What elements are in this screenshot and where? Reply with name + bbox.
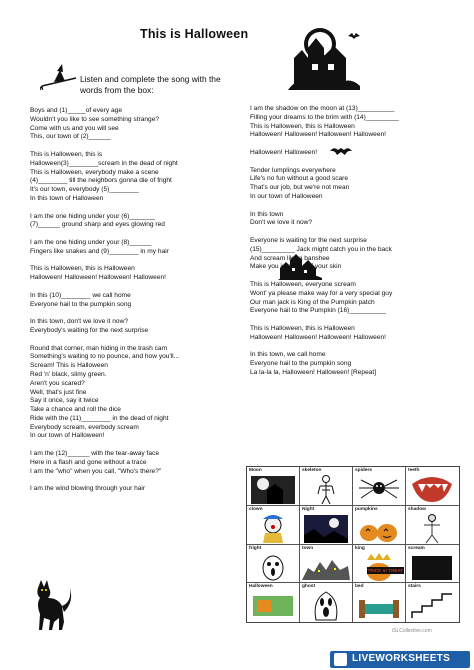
lyric-line: Halloween! Halloween! Halloween! Halloween!: [250, 333, 386, 341]
word-box-picture-icon: [247, 552, 299, 583]
lyric-line: Round that corner, man hiding in the trash cam: [30, 344, 168, 352]
word-box-cell: [353, 583, 406, 622]
lyric-line: I am the shadow on the moon at (13)__________: [250, 105, 395, 112]
lyric-line: This, our town of (2)______: [30, 133, 111, 141]
stanza: [250, 105, 399, 140]
word-box-label: pumpkins: [355, 506, 378, 512]
stanza: [30, 265, 179, 283]
word-box-cell: [300, 583, 353, 622]
word-box-cell: [247, 583, 300, 622]
trick-or-treat-label: TRICK or TREAT: [367, 567, 403, 573]
word-box-label: stairs: [408, 584, 421, 590]
lyric-line: This is Halloween, everyone scream: [250, 280, 356, 288]
word-box-picture-icon: [300, 552, 352, 583]
lyric-line: It's our town, everybody (5)________: [30, 186, 139, 194]
lyric-line: Come with us and you will see: [30, 124, 119, 132]
word-box: [246, 466, 460, 623]
stanza: [30, 107, 179, 142]
lyric-line: This is Halloween, this is Halloween: [250, 122, 355, 130]
word-box-label: Night: [302, 506, 315, 512]
page-title: This is Halloween: [140, 27, 249, 41]
stanza: [30, 318, 179, 336]
lyric-line: This is Halloween, everybody make a scene: [30, 168, 159, 176]
haunted-house-image: [288, 24, 360, 90]
liveworksheets-logo-icon: [334, 653, 347, 666]
word-box-label: skeleton: [302, 468, 322, 473]
word-box-label: shadow: [408, 506, 426, 512]
lyric-line: Scream! This is Halloween: [30, 362, 108, 370]
lyric-line: Well, that's just fine: [30, 388, 87, 396]
lyric-line: Take a chance and roll the dice: [30, 406, 121, 414]
stanza: [30, 213, 179, 231]
lyric-line: La la-la la, Halloween! Halloween! [Repeat]: [250, 368, 377, 376]
lyric-line: And scream like a banshee: [250, 254, 330, 262]
lyric-line: Wouldn't you like to see something strange?: [30, 115, 160, 123]
lyric-line: In this (10)________ we call home: [30, 291, 131, 299]
word-box-picture-icon: [247, 474, 299, 505]
word-box-label: town: [302, 545, 314, 551]
word-box-label: scream: [408, 545, 425, 551]
lyric-line: In this town, don't we love it now?: [30, 318, 129, 326]
lyric-line: Boys and (1)_____of every age: [30, 107, 123, 114]
word-box-picture-icon: [406, 552, 458, 583]
stanza: [250, 351, 399, 377]
word-box-picture-icon: [300, 590, 352, 621]
word-box-label: teeth: [408, 468, 420, 473]
lyric-line: In this town of Halloween: [30, 194, 104, 202]
stanza: [30, 151, 179, 204]
stanza: [250, 149, 399, 158]
lyric-line: This is Halloween, this is: [30, 150, 103, 158]
lyric-line: This is Halloween, this is Halloween: [30, 265, 135, 273]
lyric-line: Say it once, say it twice: [30, 397, 99, 405]
lyric-line: Red 'n' black, slimy green.: [30, 370, 107, 378]
lyric-line: Everyone hail to the pumpkin song: [250, 360, 352, 368]
instructions: Listen and complete the song with the words from the box:: [80, 74, 221, 95]
word-box-cell: [353, 506, 406, 545]
stanza: [30, 239, 179, 257]
lyric-line: Something's waiting to no pounce, and how you'll...: [30, 353, 180, 361]
word-box-label: clown: [249, 506, 263, 512]
word-box-cell: [406, 583, 459, 622]
word-box-label: Moon: [249, 468, 262, 473]
lyric-line: Fingers like snakes and (9)________ in my hair: [30, 247, 169, 255]
lyric-line: Our man jack is King of the Pumpkin patch: [250, 298, 375, 306]
stanza: [250, 167, 399, 202]
lyric-line: I am the wind blowing through your hair: [30, 485, 146, 493]
stanza: [30, 292, 179, 310]
lyric-line: Halloween(3)________scream in the dead of night: [30, 159, 178, 167]
word-box-label: king: [355, 545, 365, 551]
lyric-line: (4)________ till the neighbors gonna die of fright: [30, 177, 172, 185]
lyric-line: Filling your dreams to the brim with (14)_________: [250, 113, 399, 121]
lyric-line: Tender lumplings everywhere: [250, 166, 336, 174]
word-box-cell: [353, 545, 406, 584]
word-box-cell: [247, 506, 300, 545]
word-box-cell: [406, 506, 459, 545]
stanza: [250, 325, 399, 343]
word-box-picture-icon: [406, 513, 458, 544]
credit-text: iSLCollective.com: [392, 628, 432, 634]
stanza: [30, 345, 179, 442]
witch-icon: [40, 64, 78, 90]
stanza: [30, 485, 179, 494]
word-box-picture-icon: [300, 474, 352, 505]
lyric-line: I am the (12)______ with the tear-away face: [30, 450, 160, 458]
word-box-label: fright: [249, 545, 262, 551]
lyric-line: Halloween! Halloween! Halloween! Halloween!: [250, 131, 386, 139]
lyric-line: I am the one hiding under your (6)_______: [30, 212, 156, 220]
lyric-line: Ride with the (11)________ in the dead of night: [30, 414, 169, 422]
word-box-picture-icon: [353, 474, 405, 505]
stanza: [30, 450, 179, 476]
word-box-picture-icon: [247, 513, 299, 544]
lyric-line: In this town: [250, 210, 284, 218]
lyric-line: I am the one hiding under your (8)______: [30, 238, 152, 246]
stanza: [250, 237, 399, 272]
lyric-line: Wont' ya please make way for a very special guy: [250, 289, 393, 297]
word-box-label: spiders: [355, 468, 373, 473]
lyric-line: Aren't you scared?: [30, 379, 85, 387]
lyric-line: Halloween! Halloween! Halloween! Halloween!: [30, 274, 166, 282]
word-box-cell: [353, 467, 406, 506]
word-box-cell: [300, 506, 353, 545]
lyric-line: Halloween! Halloween!: [250, 148, 318, 156]
stanza: [250, 281, 399, 316]
word-box-picture-icon: [353, 513, 405, 544]
black-cat-icon: [32, 578, 76, 632]
lyric-line: Everyone hail to the Pumpkin (16)__________: [250, 307, 386, 315]
word-box-label: bed: [355, 584, 364, 590]
word-box-cell: [247, 545, 300, 584]
lyric-line: That's our job, but we're not mean: [250, 184, 350, 192]
word-box-cell: [300, 467, 353, 506]
word-box-picture-icon: [247, 590, 299, 621]
word-box-cell: [247, 467, 300, 506]
word-box-picture-icon: [406, 474, 458, 505]
lyric-line: I am the "who" when you call, "Who's there?": [30, 467, 162, 475]
lyric-line: (15)_________ Jack might catch you in the back: [250, 245, 392, 253]
word-box-picture-icon: [406, 590, 458, 621]
word-box-cell: [406, 545, 459, 584]
song-right-column: [250, 105, 399, 387]
lyric-line: This is Halloween, this is Halloween: [250, 324, 355, 332]
word-box-label: Halloween: [249, 584, 273, 590]
word-box-cell: [406, 467, 459, 506]
stanza: [250, 211, 399, 229]
song-left-column: [30, 107, 179, 503]
lyric-line: In this town, we call home: [250, 351, 326, 359]
word-box-cell: [300, 545, 353, 584]
liveworksheets-brand: LIVEWORKSHEETS: [352, 653, 451, 664]
lyric-line: Don't we love it now?: [250, 219, 313, 227]
lyric-line: (7)______ ground sharp and eyes glowing red: [30, 221, 165, 229]
lyric-line: Everybody's waiting for the next surprise: [30, 326, 149, 334]
lyric-line: Everyone is waiting for the next surprise: [250, 236, 367, 244]
lyric-line: Here in a flash and gone without a trace: [30, 458, 147, 466]
lyric-line: In our town of Halloween!: [30, 432, 105, 440]
lyric-line: Everyone hail to the pumpkin song: [30, 300, 132, 308]
lyric-line: In our town of Halloween: [250, 192, 323, 200]
word-box-picture-icon: [353, 590, 405, 621]
lyric-line: Everybody scream, everbody scream: [30, 423, 139, 431]
lyric-line: Make you jump out of your skin: [250, 263, 342, 271]
lyric-line: Life's no fun without a good scare: [250, 175, 349, 183]
word-box-label: ghost: [302, 584, 316, 590]
word-box-picture-icon: [300, 513, 352, 544]
